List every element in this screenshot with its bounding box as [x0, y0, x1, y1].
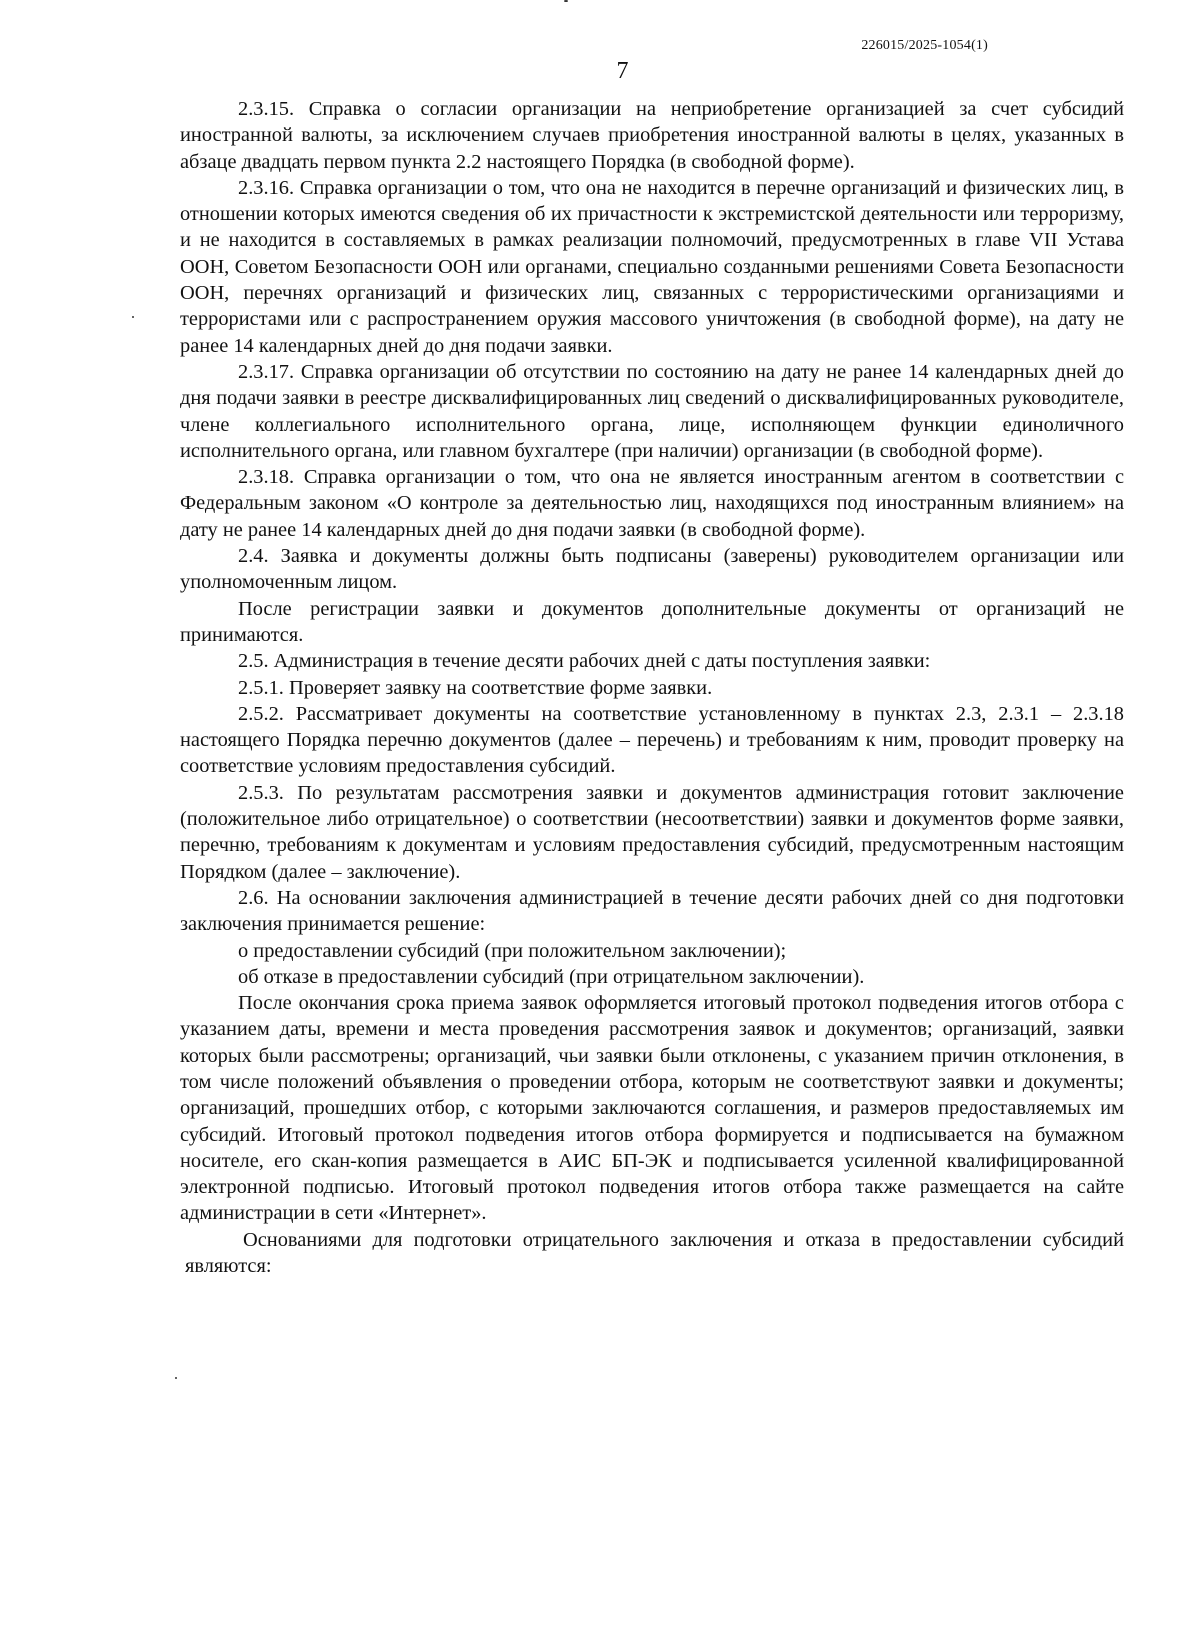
document-body: [180, 96, 1124, 1279]
paragraph-final-protocol: После окончания срока приема заявок оформляется итоговый протокол подведения итогов отбора с указанием даты, времени и места проведения рассмотрения заявок и документов; организаций, заявки которых были рассмотрены; организаций, чьи заявки были отклонены, с указанием причин отклонения, в том числе положений объявления о проведении отбора, которым не соответствуют заявки и документы; организаций, прошедших отбор, с которыми заключаются соглашения, и размеров предоставляемых им субсидий. Итоговый протокол подведения итогов отбора формируется и подписывается на бумажном носителе, его скан-копия размещается в АИС БП-ЭК и подписывается усиленной квалифицированной электронной подписью. Итоговый протокол подведения итогов отбора также размещается на сайте администрации в сети «Интернет».: [180, 992, 1124, 1225]
paragraph-registration-note: После регистрации заявки и документов дополнительные документы от организаций не принимаются.: [180, 597, 1124, 646]
paragraph-decision-grant: о предоставлении субсидий (при положительном заключении);: [238, 939, 787, 962]
scan-speck: [175, 1377, 177, 1379]
paragraph-refusal-grounds: Основаниями для подготовки отрицательного заключения и отказа в предоставлении субсидий являются:: [185, 1228, 1124, 1278]
paragraph-2-3-18: 2.3.18. Справка организации о том, что она не является иностранным агентом в соответствии с Федеральным законом «О контроле за деятельностью лиц, находящихся под иностранным влиянием» на дату не ранее 14 календарных дней до дня подачи заявки (в свободной форме).: [180, 466, 1124, 541]
paragraph-2-5: 2.5. Администрация в течение десяти рабочих дней с даты поступления заявки:: [238, 650, 931, 673]
paragraph-2-3-16: 2.3.16. Справка организации о том, что она не находится в перечне организаций и физических лиц, в отношении которых имеются сведения об их причастности к экстремистской деятельности или терроризму, и не находится в составляемых в рамках реализации полномочий, предусмотренных в главе VII Устава ООН, Советом Безопасности ООН или органами, специально созданными решениями Совета Безопасности ООН, перечнях организаций и физических лиц, связанных с террористическими организациями и террористами или с распространением оружия массового уничтожения (в свободной форме), на дату не ранее 14 календарных дней до дня подачи заявки.: [180, 176, 1124, 357]
paragraph-2-5-2: 2.5.2. Рассматривает документы на соответствие установленному в пунктах 2.3, 2.3.1 – 2.3.18 настоящего Порядка перечню документов (далее – перечень) и требованиям к ним, проводит проверку на соответствие условиям предоставления субсидий.: [180, 702, 1124, 778]
paragraph-2-6: 2.6. На основании заключения администрацией в течение десяти рабочих дней со дня подготовки заключения принимается решение:: [180, 886, 1124, 936]
paragraph-2-3-17: 2.3.17. Справка организации об отсутствии по состоянию на дату не ранее 14 календарных дней до дня подачи заявки в реестре дисквалифицированных лиц сведений о дисквалифицированных руководителе, члене коллегиального исполнительного органа, лице, исполняющем функции единоличного исполнительного органа, или главном бухгалтере (при наличии) организации (в свободной форме).: [180, 360, 1124, 462]
paragraph-2-5-1: 2.5.1. Проверяет заявку на соответствие форме заявки.: [238, 676, 713, 699]
paragraph-2-4: 2.4. Заявка и документы должны быть подписаны (заверены) руководителем организации или уполномоченным лицом.: [180, 545, 1124, 594]
scan-speck: [132, 316, 134, 318]
document-registration-number: 226015/2025-1054(1): [861, 38, 988, 53]
paragraph-2-3-15: 2.3.15. Справка о согласии организации на неприобретение организацией за счет субсидий иностранной валюты, за исключением случаев приобретения иностранной валюты в целях, указанных в абзаце двадцать первом пункта 2.2 настоящего Порядка (в свободной форме).: [180, 98, 1124, 173]
paragraph-decision-refusal: об отказе в предоставлении субсидий (при отрицательном заключении).: [238, 965, 865, 988]
paragraph-2-5-3: 2.5.3. По результатам рассмотрения заявки и документов администрация готовит заключение (положительное либо отрицательное) о соответствии (несоответствии) заявки и документов форме заявки, перечню, требованиям к документам и условиям предоставления субсидий, предусмотренным настоящим Порядком (далее – заключение).: [180, 781, 1124, 883]
page-number: 7: [616, 58, 629, 84]
scan-speck: [564, 0, 568, 2]
